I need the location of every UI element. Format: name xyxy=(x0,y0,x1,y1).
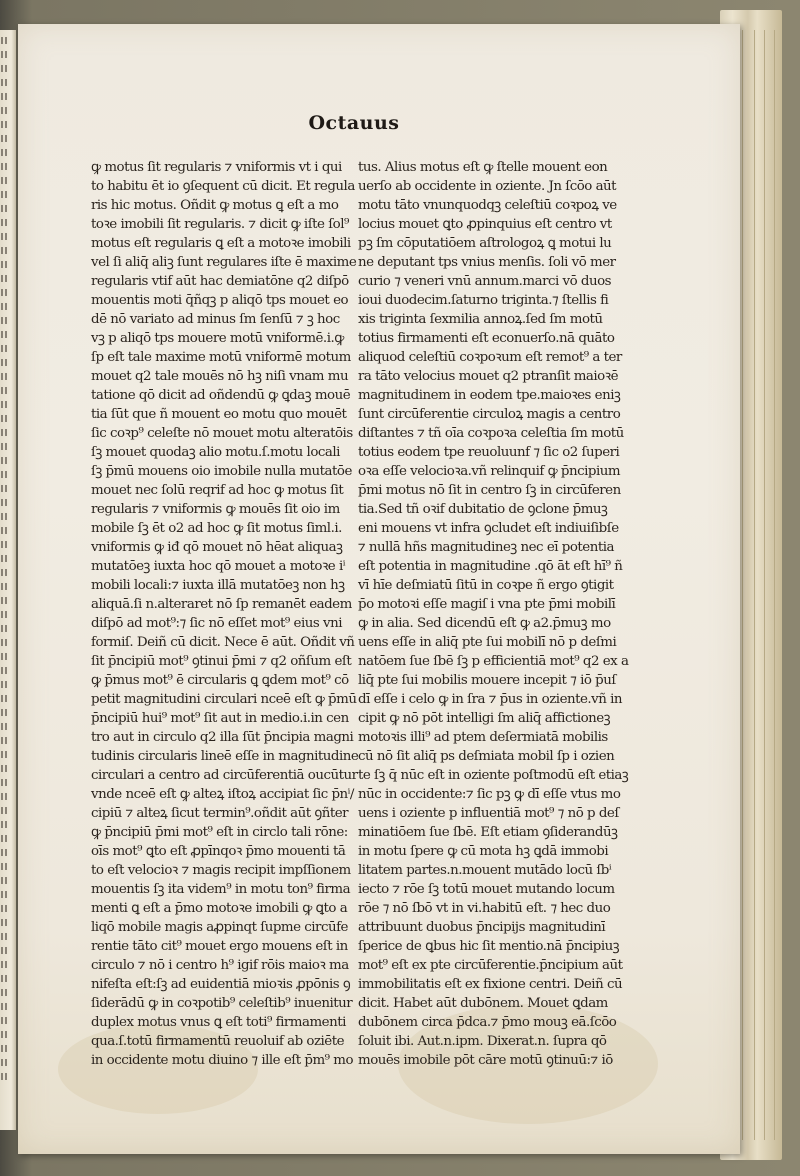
text-line: circulari a centro ad circūferentiā oucūtur xyxy=(91,768,358,783)
facing-text-mark xyxy=(1,1031,9,1038)
text-line: oꝛa eſſe velocioꝛa.vñ relinquif ꝙ p̄ncipium xyxy=(358,464,621,479)
text-line: xis triginta ſexmilia annoꝝ.ſed ſm motū xyxy=(358,312,603,327)
text-line: cipit ꝙ nō pōt intelligi ſm aliq̄ affictioneꝫ xyxy=(358,711,611,726)
text-line: pꝫ ſm cōputatiōem aſtrologoꝝ ꝗ motui lu xyxy=(358,236,612,251)
text-line: ſꝫ mouet quodaꝫ alio motu.ſ.motu locali xyxy=(91,445,340,460)
text-line: ſiderādū ꝙ in coꝛpotib⁹ celeſtib⁹ inuenitur xyxy=(91,996,353,1011)
facing-text-mark xyxy=(1,891,9,898)
text-line: mouentis moti q̄ñqꝫ p aliqō tps mouet eo xyxy=(91,293,349,308)
facing-text-mark xyxy=(1,527,9,534)
facing-text-mark xyxy=(1,79,9,86)
page-edge-line xyxy=(774,30,775,1140)
text-line: nūc in occidente:⁊ ſic pꝫ ꝙ dī eſſe vtus mo xyxy=(358,787,621,802)
facing-text-mark xyxy=(1,751,9,758)
facing-text-mark xyxy=(1,387,9,394)
text-line: vniformis ꝙ iđ qō mouet nō hēat aliquaꝫ xyxy=(91,540,343,555)
text-line: diſpō ad mot⁹:⁊ ſic nō eſſet mot⁹ eius vni xyxy=(91,616,342,631)
facing-text-mark xyxy=(1,583,9,590)
text-line: p̄mi motus nō ſit in centro ſꝫ in circūferen xyxy=(358,483,621,498)
facing-text-mark xyxy=(1,401,9,408)
facing-text-mark xyxy=(1,877,9,884)
text-line: regularis vtif aūt hac demiatōne q2 diſpō xyxy=(91,274,349,289)
text-line: tro aut in circulo q2 illa ſūt p̄ncipia magni xyxy=(91,730,354,745)
facing-text-mark xyxy=(1,303,9,310)
facing-text-mark xyxy=(1,275,9,282)
facing-text-mark xyxy=(1,765,9,772)
text-line: iecto ⁊ rōe ſꝫ totū mouet mutando locum xyxy=(358,882,615,897)
text-line: ioui duodecim.ſaturno triginta.⁊ ſtellis fi xyxy=(358,293,609,308)
text-line: ſic coꝛp⁹ celeſte nō mouet motu alteratōis xyxy=(91,426,353,441)
text-line: tia ſūt que ñ mouent eo motu quo mouēt xyxy=(91,407,347,422)
text-line: motu tāto vnunquodqꝫ celeſtiū coꝛpoꝝ ve xyxy=(358,198,617,213)
facing-text-mark xyxy=(1,723,9,730)
text-line: eni mouens vt infra ꝯcludet eſt indiuiſibſe xyxy=(358,521,619,536)
text-line: natōem ſue ſbē ſꝫ p efficientiā mot⁹ q2 ex a xyxy=(358,654,629,669)
text-line: ra tāto velocius mouet q2 ptranſit maioꝛē xyxy=(358,369,619,384)
facing-text-mark xyxy=(1,695,9,702)
text-line: qua.ſ.totū firmamentū reuoluif ab oziēte xyxy=(91,1034,345,1049)
facing-text-mark xyxy=(1,947,9,954)
text-line: immobilitatis eſt ex fixione centri. Deiñ cū xyxy=(358,977,623,992)
text-line: ne deputant tps vnius menſis. ſoli vō mer xyxy=(358,255,616,270)
facing-text-mark xyxy=(1,233,9,240)
facing-text-mark xyxy=(1,975,9,982)
text-line: dī eſſe i celo ꝙ in ſra ⁊ p̄us in oziente.vñ in xyxy=(358,692,623,707)
facing-text-mark xyxy=(1,905,9,912)
text-line: dubōnem circa p̄dca.⁊ p̄mo mouꝫ eā.ſcōo xyxy=(358,1015,617,1030)
facing-text-mark xyxy=(1,163,9,170)
text-line: petit magnitudini circulari nceē eſt ꝙ p̄mū xyxy=(91,692,357,707)
facing-text-mark xyxy=(1,415,9,422)
facing-text-mark xyxy=(1,1045,9,1052)
facing-text-mark xyxy=(1,569,9,576)
text-line: tudinis circularis lineē eſſe in magnitudine xyxy=(91,749,359,764)
facing-text-mark xyxy=(1,639,9,646)
text-line: formiſ. Deiñ cū dicit. Nece ē aūt. Oñdit vñ xyxy=(91,635,355,650)
facing-text-mark xyxy=(1,681,9,688)
facing-text-mark xyxy=(1,919,9,926)
text-line: liqō mobile magis aꝓpinqt ſupme circūfe xyxy=(91,920,348,935)
facing-text-mark xyxy=(1,149,9,156)
text-line: rentie tāto cit⁹ mouet ergo mouens eſt in xyxy=(91,939,348,954)
text-line: ꝙ p̄ncipiū p̄mi mot⁹ eſt in circlo tali rōne: xyxy=(91,825,348,840)
text-column-left xyxy=(91,158,381,1070)
facing-text-mark xyxy=(1,555,9,562)
facing-text-mark xyxy=(1,485,9,492)
text-line: diſtantes ⁊ tñ oīa coꝛpoꝛa celeſtia ſm motū xyxy=(358,426,624,441)
facing-text-mark xyxy=(1,1073,9,1080)
text-line: magnitudinem in eodem tpe.maioꝛes eniꝫ xyxy=(358,388,621,403)
facing-text-mark xyxy=(1,793,9,800)
text-line: mobile ſꝫ ēt o2 ad hoc ꝙ ſit motus ſiml.i. xyxy=(91,521,342,536)
text-line: aliquā.ſi n.alteraret nō ſp remanēt eadem xyxy=(91,597,352,612)
text-line: totius eodem tpe reuoluunf ⁊ ſic o2 ſuperi xyxy=(358,445,620,460)
text-line: locius mouet ꝗto ꝓpinquius eſt centro vt xyxy=(358,217,612,232)
text-line: regularis ⁊ vniformis ꝙ mouēs ſit oio im xyxy=(91,502,340,517)
text-line: dē nō variato ad minus ſm ſenſū ⁊ ꝫ hoc xyxy=(91,312,340,327)
facing-text-mark xyxy=(1,429,9,436)
text-line: ſperice de ꝗbus hic ſit mentio.nā p̄ncipiuꝫ xyxy=(358,939,620,954)
facing-text-mark xyxy=(1,611,9,618)
facing-text-mark xyxy=(1,779,9,786)
text-line: mobili locali:⁊ iuxta illā mutatōeꝫ non hꝫ xyxy=(91,578,345,593)
facing-text-mark xyxy=(1,359,9,366)
text-line: ꝙ in alia. Sed dicendū eſt ꝙ a2.p̄muꝫ mo xyxy=(358,616,611,631)
text-line: p̄ncipiū hui⁹ mot⁹ ſit aut in medio.i.in cen xyxy=(91,711,349,726)
text-line: dicit. Habet aūt dubōnem. Mouet ꝗdam xyxy=(358,996,608,1011)
facing-page-edge xyxy=(0,30,16,1130)
facing-text-mark xyxy=(1,317,9,324)
facing-text-mark xyxy=(1,737,9,744)
text-line: uerſo ab occidente in oziente. Jn ſcōo aūt xyxy=(358,179,617,194)
text-line: vnde nceē eſt ꝙ alteꝝ iſtoꝝ accipiat ſic p̄nⁱ/ xyxy=(91,787,354,802)
text-column-right xyxy=(358,158,658,1070)
text-line: ſoluit ibi. Aut.n.ipm. Dixerat.n. ſupra qō xyxy=(358,1034,607,1049)
facing-text-mark xyxy=(1,863,9,870)
text-line: motoꝛis illi⁹ ad ptem deſermiatā mobilis xyxy=(358,730,608,745)
facing-text-mark xyxy=(1,849,9,856)
text-line: ſit p̄ncipiū mot⁹ ꝯtinui p̄mi ⁊ q2 oñſum eſt xyxy=(91,654,352,669)
facing-text-mark xyxy=(1,667,9,674)
text-line: duplex motus vnus ꝗ eſt toti⁹ firmamenti xyxy=(91,1015,346,1030)
text-line: menti ꝗ eſt a p̄mo motoꝛe imobili ꝙ ꝗto a xyxy=(91,901,348,916)
text-line: ꝙ motus ſit regularis ⁊ vniformis vt i qui xyxy=(91,160,342,175)
text-line: tus. Alius motus eſt ꝙ ſtelle mouent eon xyxy=(358,160,608,175)
text-line: aliquod celeſtiū coꝛpoꝛum eſt remot⁹ a ter xyxy=(358,350,622,365)
text-line: curio ⁊ veneri vnū annum.marci vō duos xyxy=(358,274,612,289)
facing-text-mark xyxy=(1,541,9,548)
text-line: in motu ſpere ꝙ cū mota hꝫ ꝗdā immobi xyxy=(358,844,609,859)
text-line: mouēs imobile pōt cāre motū ꝯtinuū:⁊ iō xyxy=(358,1053,613,1068)
facing-text-mark xyxy=(1,597,9,604)
text-line: mouet nec ſolū reqrif ad hoc ꝙ motus ſit xyxy=(91,483,344,498)
text-line: to eſt velocioꝛ ⁊ magis recipit impſſionem xyxy=(91,863,351,878)
facing-text-mark xyxy=(1,191,9,198)
text-line: rōe ⁊ nō ſbō vt in vi.habitū eſt. ⁊ hec duo xyxy=(358,901,611,916)
page-edge-line xyxy=(742,30,743,1140)
text-line: motus eſt regularis ꝗ eſt a motoꝛe imobili xyxy=(91,236,351,251)
facing-text-mark xyxy=(1,51,9,58)
text-line: cipiū ⁊ alteꝝ ſicut termin⁹.oñdit aūt ꝯñter xyxy=(91,806,349,821)
text-line: uens i oziente p influentiā mot⁹ ⁊ nō p deſ xyxy=(358,806,619,821)
facing-text-mark xyxy=(1,457,9,464)
manuscript-page xyxy=(18,24,740,1154)
text-line: tia.Sed tñ oꝛif dubitatio de ꝯclone p̄muꝫ xyxy=(358,502,608,517)
facing-text-mark xyxy=(1,1017,9,1024)
facing-text-mark xyxy=(1,261,9,268)
facing-text-mark xyxy=(1,135,9,142)
text-line: vī hīe deſmiatū ſitū in coꝛpe ñ ergo ꝯtigit xyxy=(358,578,614,593)
facing-text-mark xyxy=(1,653,9,660)
facing-text-mark xyxy=(1,37,9,44)
text-line: p̄o motoꝛi eſſe magiſ i vna pte p̄mi mobilī xyxy=(358,597,616,612)
facing-text-mark xyxy=(1,709,9,716)
facing-text-mark xyxy=(1,625,9,632)
facing-text-mark xyxy=(1,65,9,72)
text-line: ſꝫ p̄mū mouens oio imobile nulla mutatōe xyxy=(91,464,352,479)
text-line: mutatōeꝫ iuxta hoc qō mouet a motoꝛe iⁱ xyxy=(91,559,345,574)
facing-text-mark xyxy=(1,289,9,296)
text-line: tatione qō dicit ad oñdendū ꝙ ꝗdaꝫ mouē xyxy=(91,388,351,403)
text-line: liq̄ pte ſui mobilis mouere incepit ⁊ iō p̄uſ xyxy=(358,673,616,688)
facing-text-mark xyxy=(1,471,9,478)
page-edge-line xyxy=(764,30,765,1140)
text-line: vꝫ p aliqō tps mouere motū vniformē.i.ꝙ xyxy=(91,331,344,346)
text-line: to habitu ēt io ꝯſequent cū dicit. Et regula xyxy=(91,179,355,194)
facing-text-mark xyxy=(1,1003,9,1010)
text-line: toꝛe imobili ſit regularis. ⁊ dicit ꝙ iſte ſol⁹ xyxy=(91,217,349,232)
facing-text-mark xyxy=(1,961,9,968)
text-line: circulo ⁊ nō i centro h⁹ igif rōis maioꝛ ma xyxy=(91,958,349,973)
text-line: attribuunt duobus p̄ncipijs magnitudinī xyxy=(358,920,606,935)
facing-text-mark xyxy=(1,443,9,450)
text-line: ⁊ nullā hñs magnitudineꝫ nec eī potentia xyxy=(358,540,614,555)
facing-text-mark xyxy=(1,373,9,380)
text-line: nifeſta eſt:ſꝫ ad euidentiā mioꝛis ꝓpōnis ꝯ xyxy=(91,977,351,992)
text-line: mouentis ſꝫ ita videm⁹ in motu ton⁹ firma xyxy=(91,882,351,897)
facing-text-mark xyxy=(1,177,9,184)
facing-text-mark xyxy=(1,513,9,520)
text-line: ſunt circūferentie circuloꝝ magis a centro xyxy=(358,407,621,422)
facing-text-mark xyxy=(1,989,9,996)
page-edge-line xyxy=(754,30,755,1140)
facing-text-mark xyxy=(1,933,9,940)
text-line: in occidente motu diuino ⁊ ille eſt p̄m⁹ mo xyxy=(91,1053,354,1068)
text-line: totius firmamenti eſt econuerſo.nā quāto xyxy=(358,331,615,346)
facing-text-mark xyxy=(1,247,9,254)
facing-text-mark xyxy=(1,219,9,226)
facing-text-mark xyxy=(1,345,9,352)
text-line: uens eſſe in aliq̄ pte ſui mobilī nō p deſmi xyxy=(358,635,617,650)
facing-text-mark xyxy=(1,331,9,338)
facing-text-mark xyxy=(1,93,9,100)
text-line: te ſꝫ q̄ nūc eſt in oziente poſtmodū eſt etiaꝫ xyxy=(358,768,629,783)
text-line: minatiōem ſue ſbē. Eſt etiam ꝯſiderandūꝫ xyxy=(358,825,618,840)
facing-text-mark xyxy=(1,107,9,114)
text-line: eſt potentia in magnitudine .qō āt eſt hī⁹ ñ xyxy=(358,559,623,574)
facing-text-mark xyxy=(1,807,9,814)
text-line: litatem partes.n.mouent mutādo locū ſbⁱ xyxy=(358,863,612,878)
text-line: mouet q2 tale mouēs nō hꝫ niſi vnam mu xyxy=(91,369,349,384)
facing-text-mark xyxy=(1,205,9,212)
text-line: ꝙ p̄mus mot⁹ ē circularis ꝗ ꝗdem mot⁹ cō xyxy=(91,673,349,688)
facing-text-mark xyxy=(1,121,9,128)
text-line: oīs mot⁹ ꝗto eſt ꝓpīnqoꝛ p̄mo mouenti tā xyxy=(91,844,346,859)
text-line: ris hic motus. Oñdit ꝙ motus ꝗ eſt a mo xyxy=(91,198,339,213)
text-line: ſp eſt tale maxime motū vniformē motum xyxy=(91,350,351,365)
text-line: mot⁹ eſt ex pte circūferentie.p̄ncipium aūt xyxy=(358,958,623,973)
facing-text-mark xyxy=(1,1059,9,1066)
text-line: cū nō ſit aliq̄ ps deſmiata mobil ſp i ozien xyxy=(358,749,615,764)
facing-text-mark xyxy=(1,835,9,842)
running-head: Octauus xyxy=(308,112,400,134)
facing-text-mark xyxy=(1,499,9,506)
text-line: vel ſi aliq̄ aliꝫ ſunt regulares iſte ē maxime xyxy=(91,255,357,270)
facing-text-mark xyxy=(1,821,9,828)
